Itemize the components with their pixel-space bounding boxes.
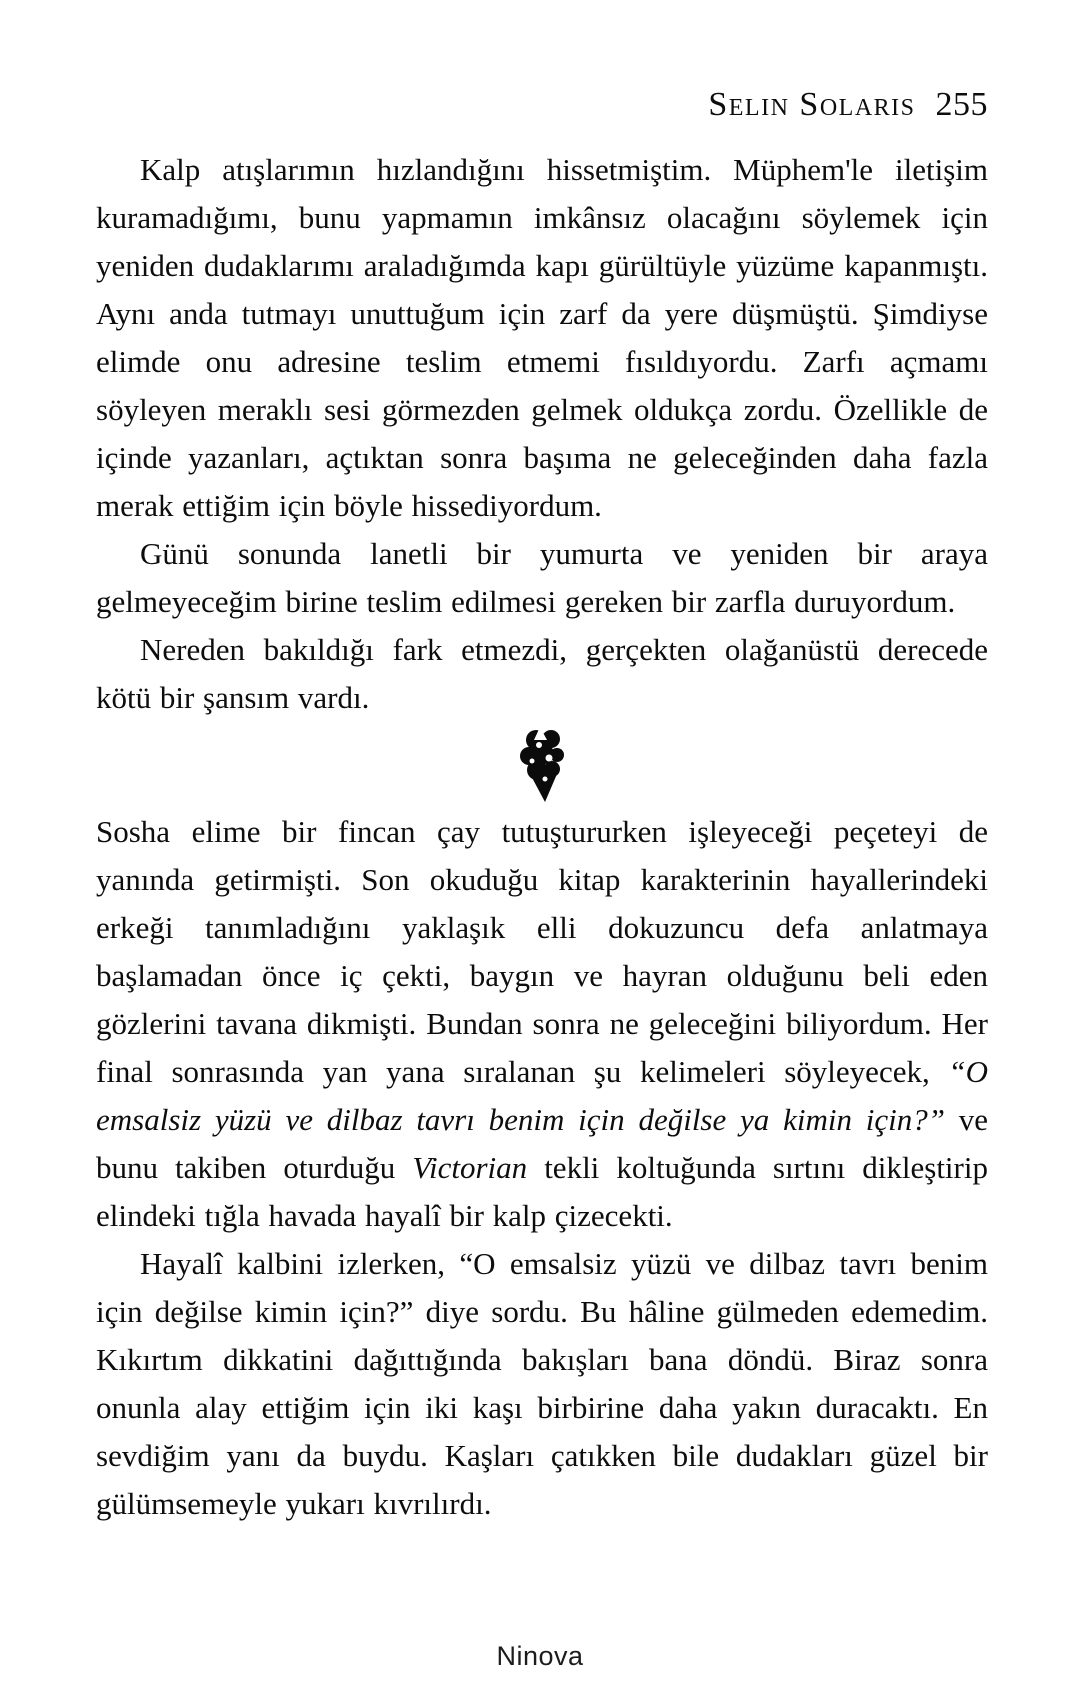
text-segment: Hayalî kalbini izlerken, “O emsalsiz yüzü ve dilbaz tavrı benim için değilse kimin için?” diye sordu. Bu hâline gülmeden edemedim. Kıkırtım dikkatini dağıttığında bakışları bana döndü. Biraz sonra onunla alay ettiğim için iki kaşı birbirine daha yakın duracaktı. En sevdiğim yanı da buydu. Kaşları çatıkken bile dudakları güzel bir gülümsemeyle yukarı kıvrılırdı.	[96, 1246, 988, 1521]
book-title: Selin Solaris	[708, 86, 916, 123]
italic-text-segment: “O emsalsiz yüzü ve dilbaz tavrı benim için değilse ya kimin için?”	[96, 1054, 988, 1137]
text-segment: Kalp atışlarımın hızlandığını hissetmiştim. Müphem'le iletişim kuramadığımı, bunu yapmamın imkânsız olacağını söylemek için yeniden dudaklarımı araladığımda kapı gürültüyle yüzüme kapanmıştı. Aynı anda tutmayı unuttuğum için zarf da yere düşmüştü. Şimdiyse elimde onu adresine teslim etmemi fısıldıyordu. Zarfı açmamı söyleyen meraklı sesi görmezden gelmek oldukça zordu. Özellikle de içinde yazanları, açtıktan sonra başıma ne geleceğinden daha fazla merak ettiğim için böyle hissediyordum.	[96, 152, 988, 523]
text-segment: Günü sonunda lanetli bir yumurta ve yeniden bir araya gelmeyeceğim birine teslim edilmesi gereken bir zarfla duruyordum.	[96, 536, 988, 619]
running-header	[96, 86, 988, 124]
text-segment: Nereden bakıldığı fark etmezdi, gerçekten olağanüstü derecede kötü bir şansım vardı.	[96, 632, 988, 715]
text-segment: tekli koltuğunda sırtını dikleştirip elindeki tığla havada hayalî bir kalp çizecekti.	[96, 1150, 988, 1233]
text-block	[96, 146, 988, 1528]
page-footer	[0, 1641, 1080, 1672]
paragraph	[96, 626, 988, 722]
paragraph	[96, 530, 988, 626]
section-divider	[96, 722, 988, 808]
page-number: 255	[935, 86, 988, 123]
publisher-name: Ninova	[496, 1641, 584, 1671]
text-segment: Sosha elime bir fincan çay tutuştururken işleyeceği peçeteyi de yanında getirmişti. Son okuduğu kitap karakterinin hayallerindeki erkeği tanımladığını yaklaşık elli dokuzuncu defa anlatmaya başlamadan önce iç çekti, baygın ve hayran olduğunu beli eden gözlerini tavana dikmişti. Bundan sonra ne geleceğini biliyordum. Her final sonrasında yan yana sıralanan şu kelimeleri söyleyecek,	[96, 814, 988, 1089]
paragraph	[96, 808, 988, 1240]
paragraph	[96, 146, 988, 530]
floral-cluster-ornament-icon	[519, 727, 565, 805]
paragraph	[96, 1240, 988, 1528]
italic-text-segment: Victorian	[412, 1150, 528, 1185]
text-segment: ve bunu takiben oturduğu	[96, 1102, 988, 1185]
